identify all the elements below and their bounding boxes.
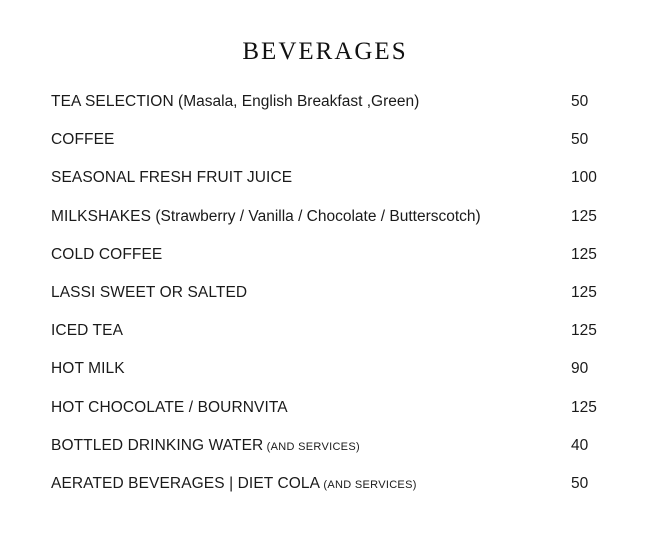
item-note: (AND SERVICES) xyxy=(320,478,417,491)
item-price: 100 xyxy=(571,169,597,187)
menu-item xyxy=(0,164,650,202)
item-price: 50 xyxy=(571,474,589,492)
menu-item xyxy=(0,355,650,393)
item-note: (Masala, English Breakfast ,Green) xyxy=(173,93,420,110)
item-name-line xyxy=(51,317,123,345)
menu-item xyxy=(0,317,650,355)
menu-title: BEVERAGES xyxy=(242,38,408,65)
item-name: MILKSHAKES xyxy=(51,207,152,225)
item-name-line xyxy=(51,279,247,307)
menu-item xyxy=(0,126,650,164)
item-name-line xyxy=(51,355,125,383)
item-name: TEA SELECTION xyxy=(51,93,174,110)
item-price: 40 xyxy=(571,436,589,454)
item-name: LASSI SWEET OR SALTED xyxy=(51,283,248,301)
menu-item xyxy=(0,470,650,508)
item-price: 50 xyxy=(571,131,589,149)
menu-item xyxy=(0,241,650,279)
item-name-line xyxy=(51,241,162,269)
item-note: (Strawberry / Vanilla / Chocolate / Butterscotch) xyxy=(151,207,481,225)
item-name: COFFEE xyxy=(51,131,115,149)
item-price: 125 xyxy=(571,322,597,340)
item-price: 90 xyxy=(571,360,589,378)
item-price: 125 xyxy=(571,283,597,301)
menu-item xyxy=(0,394,650,432)
item-name-line xyxy=(51,164,292,192)
item-name: HOT MILK xyxy=(51,360,125,378)
menu-item xyxy=(0,279,650,317)
item-price: 125 xyxy=(571,398,597,416)
beverage-list xyxy=(0,88,650,508)
item-name: COLD COFFEE xyxy=(51,245,163,263)
menu-item xyxy=(0,88,650,126)
menu-item xyxy=(0,203,650,241)
item-note: (AND SERVICES) xyxy=(263,440,360,453)
item-name-line xyxy=(51,203,481,231)
item-price: 125 xyxy=(571,245,597,263)
item-name-line xyxy=(51,432,360,461)
item-name: SEASONAL FRESH FRUIT JUICE xyxy=(51,169,293,187)
item-name: HOT CHOCOLATE / BOURNVITA xyxy=(51,398,288,416)
item-name: AERATED BEVERAGES | DIET COLA xyxy=(51,474,321,492)
item-name-line xyxy=(51,470,417,499)
item-name: BOTTLED DRINKING WATER xyxy=(51,436,264,454)
item-name-line xyxy=(51,394,288,422)
item-price: 50 xyxy=(571,93,589,110)
item-name: ICED TEA xyxy=(51,322,124,340)
item-price: 125 xyxy=(571,207,597,225)
menu-item xyxy=(0,432,650,470)
item-name-line xyxy=(51,88,419,116)
item-name-line xyxy=(51,126,114,154)
